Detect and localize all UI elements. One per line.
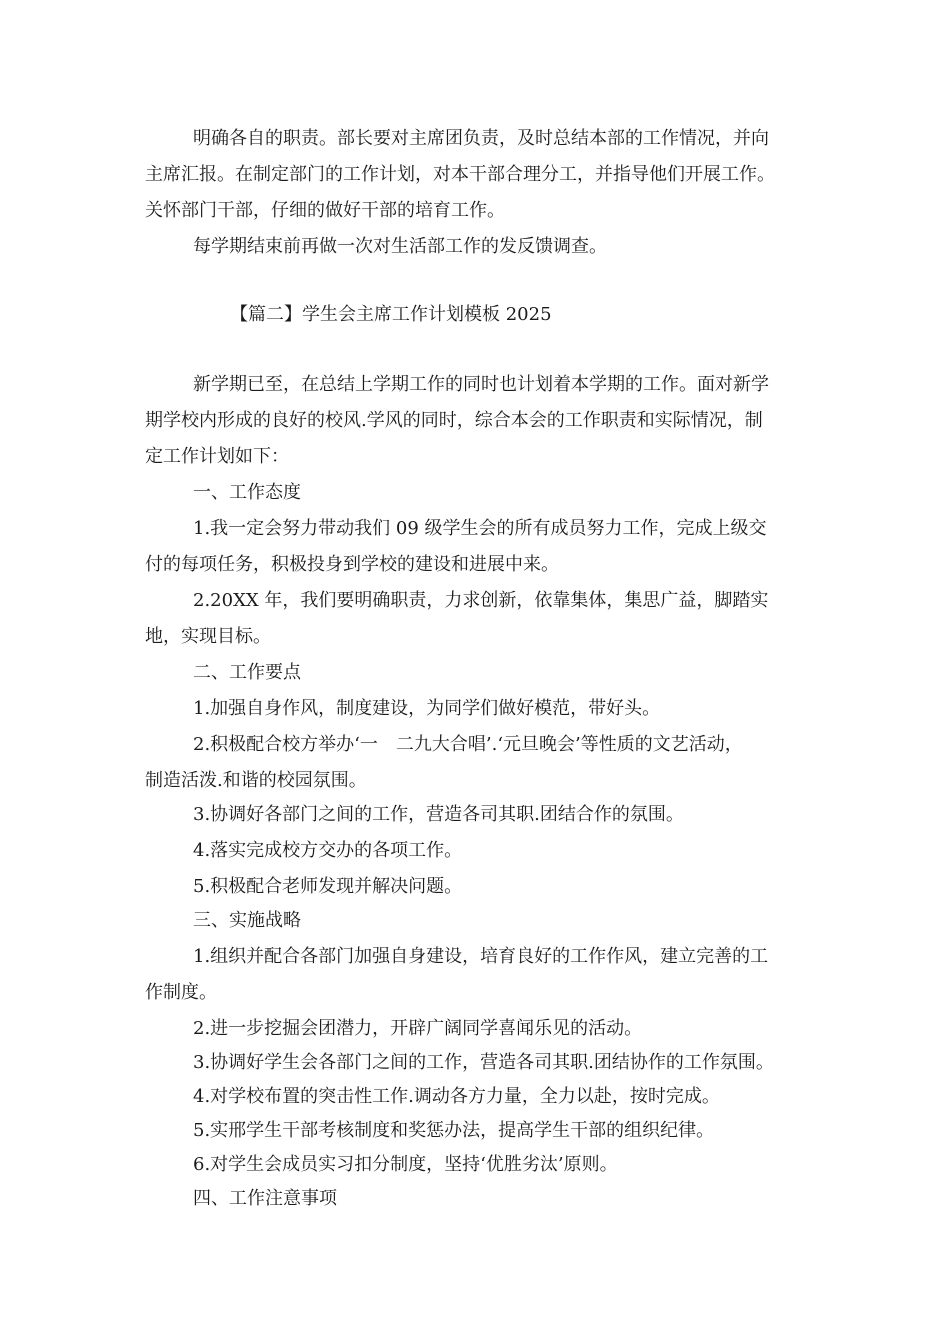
list-item: 5.积极配合老师发现并解决问题。 bbox=[193, 876, 463, 897]
list-item-line: 制造活泼.和谐的校园氛围。 bbox=[145, 770, 367, 791]
section-heading: 一、工作态度 bbox=[193, 482, 301, 503]
list-item-line: 1.我一定会努力带动我们 09 级学生会的所有成员努力工作，完成上级交 bbox=[193, 518, 767, 539]
paragraph-line: 期学校内形成的良好的校风.学风的同时，综合本会的工作职责和实际情况，制 bbox=[145, 410, 763, 431]
section-heading: 四、工作注意事项 bbox=[193, 1188, 337, 1209]
list-item: 1.加强自身作风，制度建设，为同学们做好模范，带好头。 bbox=[193, 698, 661, 719]
section-title: 【篇二】学生会主席工作计划模板 2025 bbox=[230, 304, 552, 325]
list-item: 5.实邢学生干部考核制度和奖惩办法，提高学生干部的组织纪律。 bbox=[193, 1120, 715, 1141]
paragraph-line: 新学期已至，在总结上学期工作的同时也计划着本学期的工作。面对新学 bbox=[193, 374, 769, 395]
paragraph-line: 主席汇报。在制定部门的工作计划，对本干部合理分工，并指导他们开展工作。 bbox=[145, 164, 775, 185]
list-item-line: 2.积极配合校方举办‘一 二九大合唱’.‘元旦晚会’等性质的文艺活动， bbox=[193, 734, 743, 755]
paragraph-line: 明确各自的职责。部长要对主席团负责，及时总结本部的工作情况，并向 bbox=[193, 128, 769, 149]
paragraph-line: 定工作计划如下： bbox=[145, 446, 289, 467]
section-heading: 三、实施战略 bbox=[193, 910, 301, 931]
list-item-line: 作制度。 bbox=[145, 982, 217, 1003]
list-item: 4.落实完成校方交办的各项工作。 bbox=[193, 840, 463, 861]
paragraph-line: 关怀部门干部，仔细的做好干部的培育工作。 bbox=[145, 200, 505, 221]
list-item-line: 地，实现目标。 bbox=[145, 626, 271, 647]
list-item: 6.对学生会成员实习扣分制度，坚持‘优胜劣汰’原则。 bbox=[193, 1154, 618, 1175]
list-item: 4.对学校布置的突击性工作.调动各方力量，全力以赴，按时完成。 bbox=[193, 1086, 720, 1107]
list-item-line: 2.20XX 年，我们要明确职责，力求创新，依靠集体，集思广益，脚踏实 bbox=[193, 590, 769, 611]
list-item: 2.进一步挖掘会团潜力，开辟广阔同学喜闻乐见的活动。 bbox=[193, 1018, 643, 1039]
list-item: 3.协调好各部门之间的工作，营造各司其职.团结合作的氛围。 bbox=[193, 804, 684, 825]
section-heading: 二、工作要点 bbox=[193, 662, 301, 683]
paragraph-line: 每学期结束前再做一次对生活部工作的发反馈调查。 bbox=[193, 236, 607, 257]
list-item-line: 1.组织并配合各部门加强自身建设，培育良好的工作作风，建立完善的工 bbox=[193, 946, 769, 967]
list-item: 3.协调好学生会各部门之间的工作，营造各司其职.团结协作的工作氛围。 bbox=[193, 1052, 774, 1073]
list-item-line: 付的每项任务，积极投身到学校的建设和进展中来。 bbox=[145, 554, 559, 575]
